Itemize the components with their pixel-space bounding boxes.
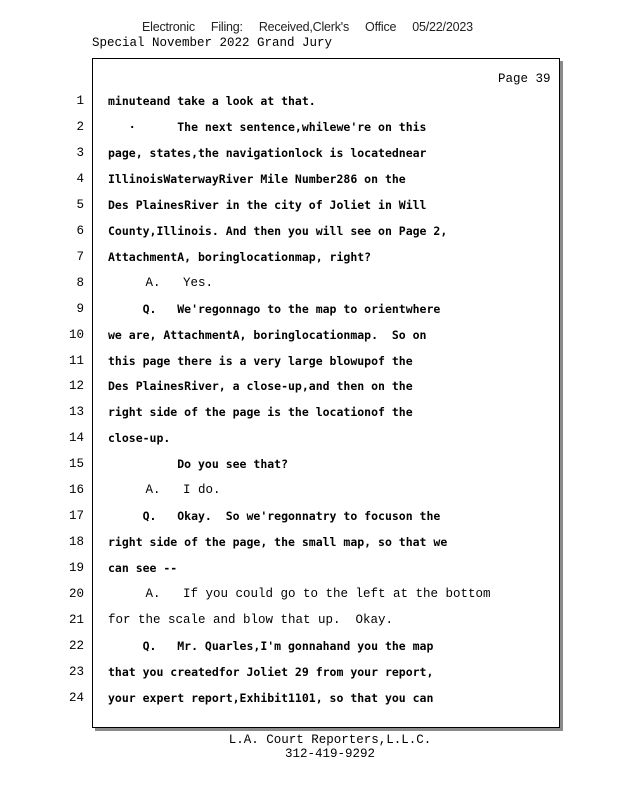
page-number: Page 39 [498, 72, 551, 86]
transcript-line: · The next sentence,whilewe're on this [108, 120, 427, 134]
line-number: 18 [68, 535, 84, 549]
transcript-line: we are, AttachmentA, boringlocationmap. So on [108, 328, 427, 342]
transcript-line: Q. Okay. So we'regonnatry to focuson the [108, 509, 441, 523]
transcript-line: your expert report,Exhibit1101, so that you can [108, 691, 434, 705]
line-number: 23 [68, 665, 84, 679]
footer [0, 733, 618, 761]
line-number: 15 [68, 457, 84, 471]
stamp-filing: Filing: [210, 20, 243, 34]
transcript-line: County,Illinois. And then you will see on Page 2, [108, 224, 448, 238]
stamp-date: 05/22/2023 [412, 20, 473, 34]
transcript-line: minuteand take a look at that. [108, 94, 316, 108]
line-number: 9 [76, 302, 84, 316]
transcript-line: Do you see that? [108, 457, 289, 471]
transcript-line: for the scale and blow that up. Okay. [108, 613, 394, 627]
line-number: 17 [68, 509, 84, 523]
transcript-line: right side of the page is the locationof the [108, 405, 413, 419]
transcript-line: Q. Mr. Quarles,I'm gonnahand you the map [108, 639, 434, 653]
line-number: 3 [76, 146, 84, 160]
transcript-line: A. I do. [108, 483, 221, 497]
stamp-received: Received,Clerk's [258, 20, 350, 34]
line-number: 10 [68, 328, 84, 342]
line-number: 16 [68, 483, 84, 497]
line-number: 20 [68, 587, 84, 601]
line-number: 6 [76, 224, 84, 238]
stamp-office: Office [365, 20, 397, 34]
line-number: 14 [68, 431, 84, 445]
transcript-line: IllinoisWaterwayRiver Mile Number286 on the [108, 172, 406, 186]
line-number: 8 [76, 276, 84, 290]
line-number: 2 [76, 120, 84, 134]
filing-stamp [142, 20, 489, 34]
line-number: 7 [76, 250, 84, 264]
transcript-line: this page there is a very large blowupof the [108, 354, 413, 368]
line-number: 11 [68, 354, 84, 368]
line-number: 21 [68, 613, 84, 627]
transcript-line: AttachmentA, boringlocationmap, right? [108, 250, 372, 264]
transcript-line: A. Yes. [108, 276, 214, 290]
transcript-line: can see -- [108, 561, 178, 575]
stamp-electronic: Electronic [142, 20, 195, 34]
line-number: 5 [76, 198, 84, 212]
jury-header: Special November 2022 Grand Jury [92, 36, 333, 50]
transcript-line: Q. We'regonnago to the map to orientwhere [108, 302, 441, 316]
line-number: 24 [68, 691, 84, 705]
footer-company: L.A. Court Reporters,L.L.C. [228, 733, 432, 747]
transcript-line: A. If you could go to the left at the bottom [108, 587, 491, 601]
line-number: 19 [68, 561, 84, 575]
line-number: 13 [68, 405, 84, 419]
transcript-line: right side of the page, the small map, so that we [108, 535, 448, 549]
line-number: 22 [68, 639, 84, 653]
transcript-line: that you createdfor Joliet 29 from your report, [108, 665, 434, 679]
transcript-line: Des PlainesRiver in the city of Joliet in Will [108, 198, 427, 212]
transcript-line: page, states,the navigationlock is locatednear [108, 146, 427, 160]
transcript-line: close-up. [108, 431, 171, 445]
line-number: 4 [76, 172, 84, 186]
transcript-line: Des PlainesRiver, a close-up,and then on the [108, 379, 413, 393]
footer-phone: 312-419-9292 [284, 747, 375, 761]
line-number: 12 [68, 379, 84, 393]
line-number: 1 [76, 94, 84, 108]
